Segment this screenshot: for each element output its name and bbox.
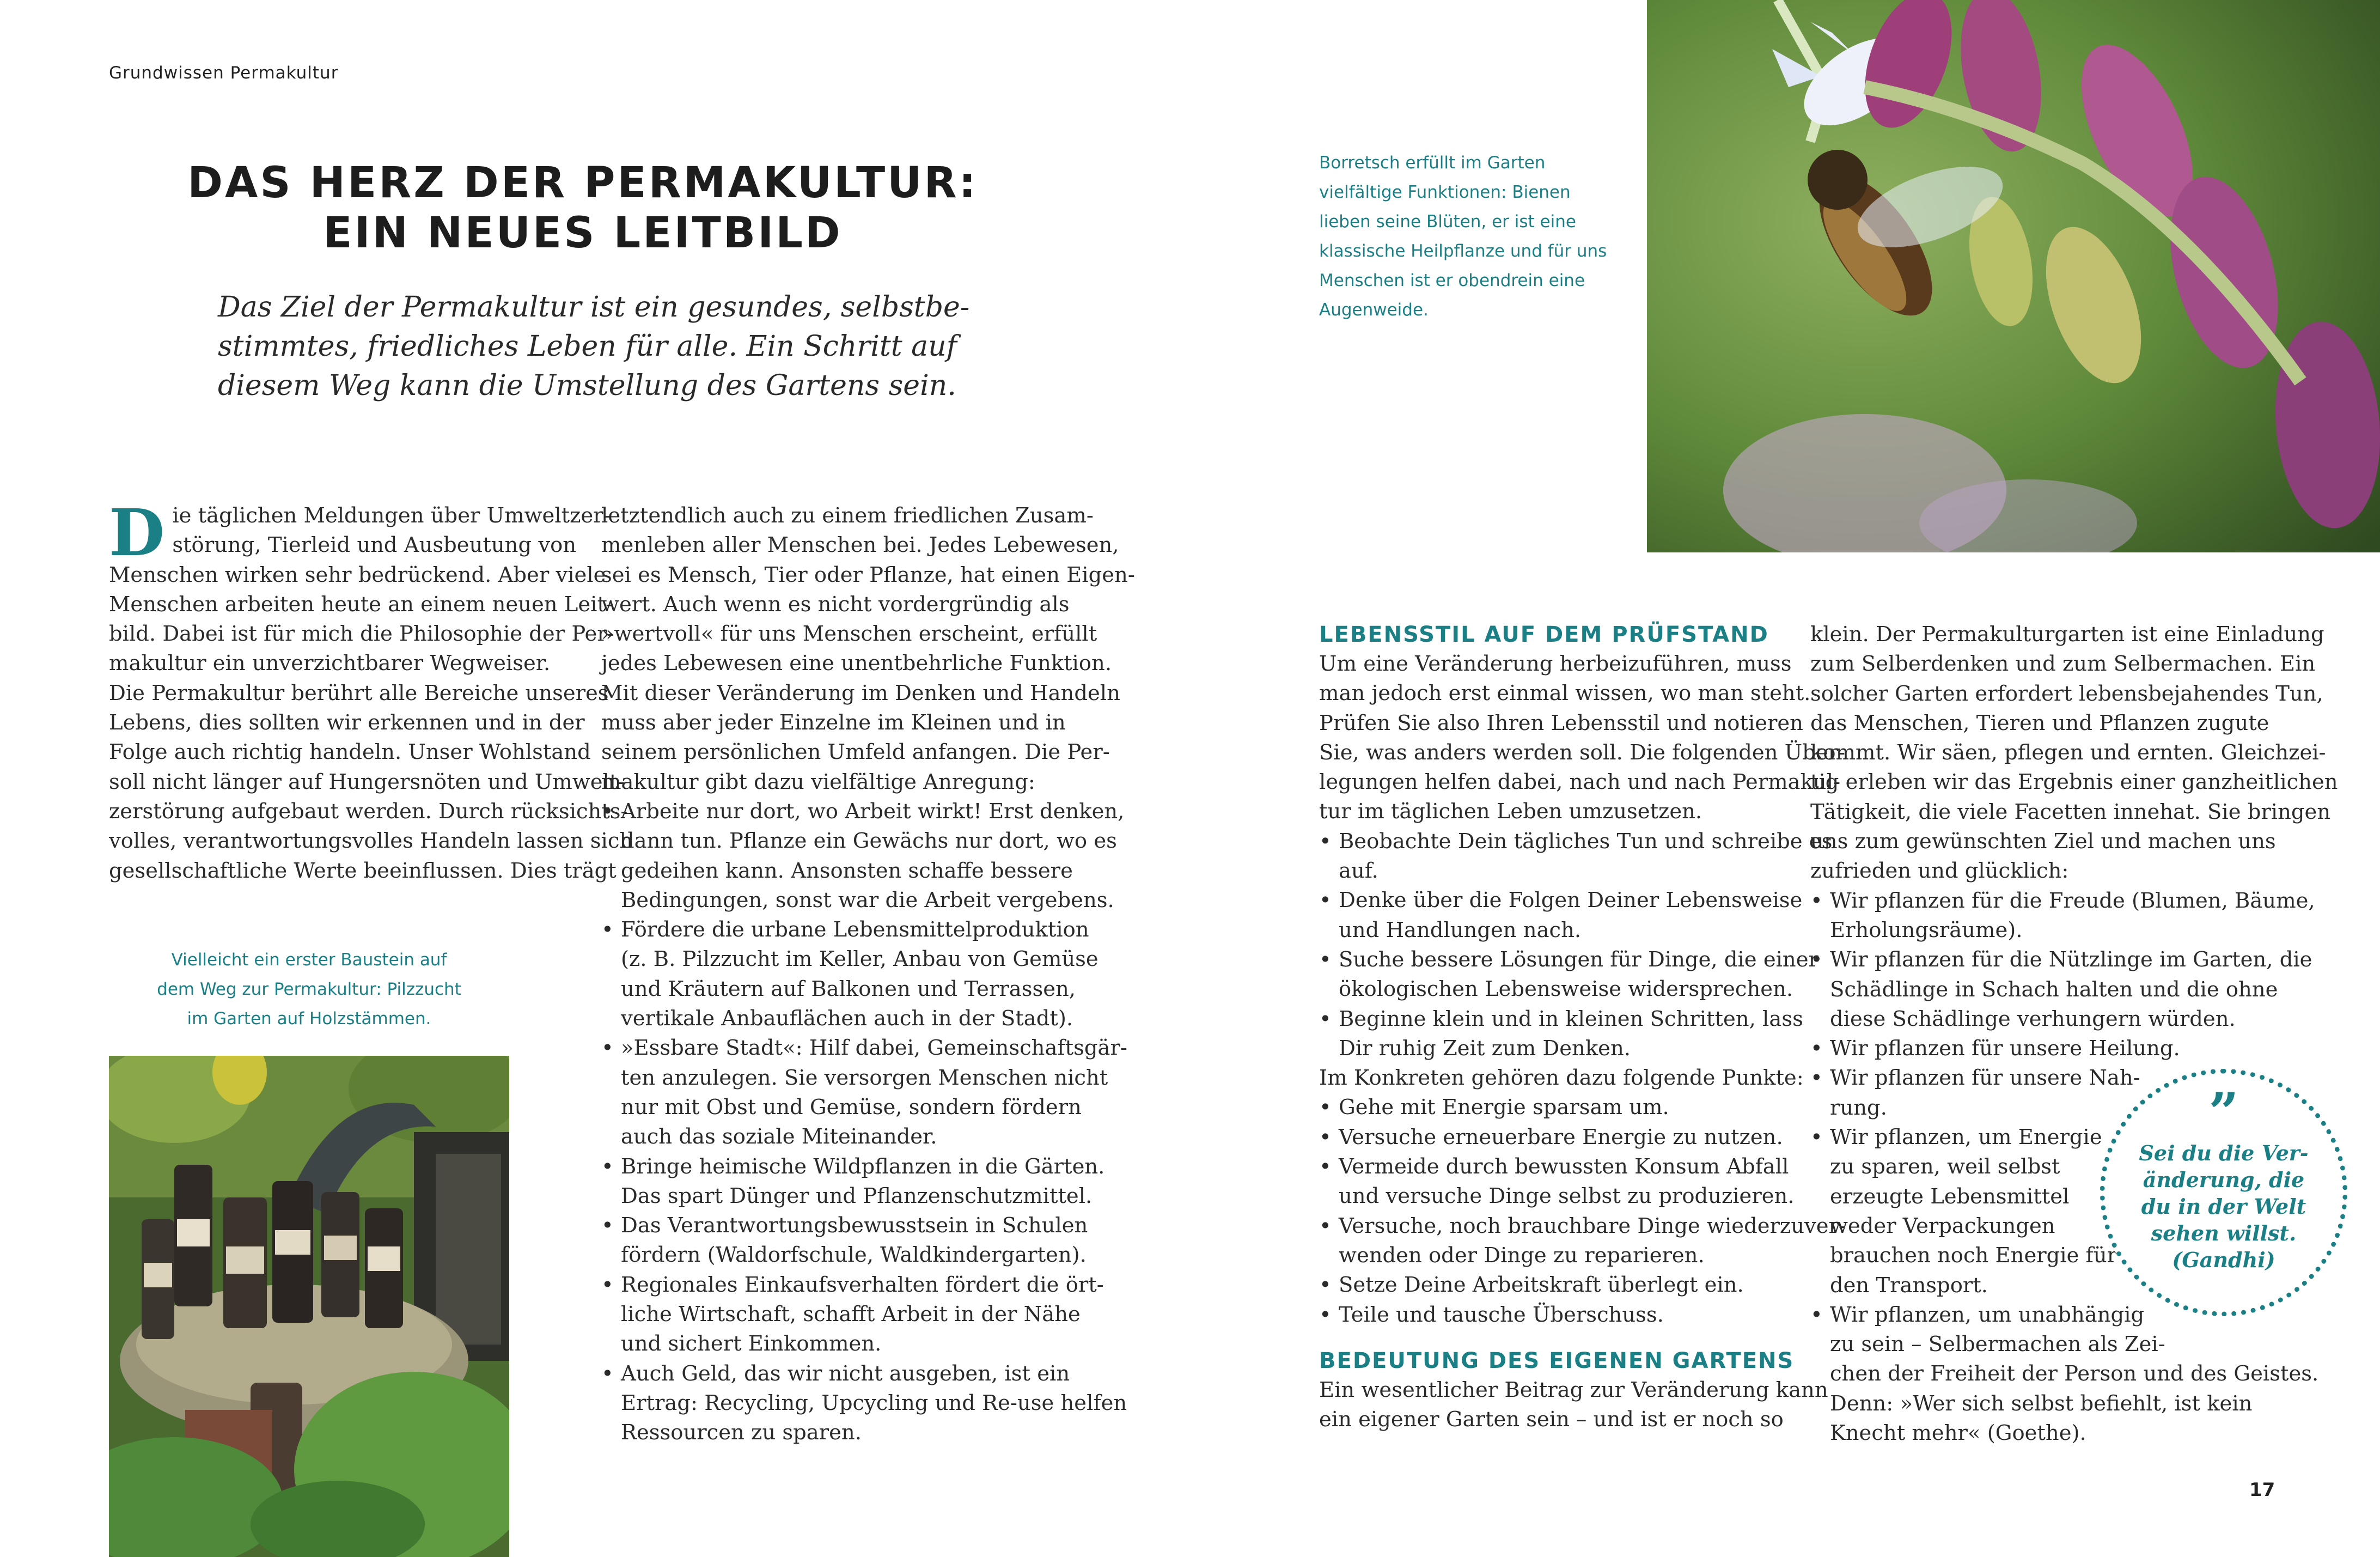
bullet-item: • Wir pflanzen für unsere Nah- [1810, 1063, 2279, 1093]
body-column-4 [1810, 620, 2338, 1448]
bullet-line: liche Wirtschaft, schafft Arbeit in der Nähe [621, 1302, 1081, 1327]
bullet-line: (z. B. Pilzzucht im Keller, Anbau von Gemüse [621, 947, 1099, 972]
bullet-line: Ressourcen zu sparen. [621, 1420, 862, 1445]
caption-line: Menschen ist er obendrein eine [1319, 271, 1585, 290]
mushroom-logs-photo [109, 1056, 509, 1557]
text-line: zum Selberdenken und zum Selbermachen. Ein [1810, 652, 2316, 677]
bullet-item: • Arbeite nur dort, wo Arbeit wirkt! Erst denken, [601, 797, 1070, 826]
bullet-line: Dir ruhig Zeit zum Denken. [1339, 1036, 1631, 1061]
text-line: Ein wesentlicher Beitrag zur Veränderung kann [1319, 1377, 1828, 1402]
bullet-item: • Wir pflanzen für unsere Heilung. [1810, 1034, 2279, 1063]
bullet-item: • Teile und tausche Überschuss. [1319, 1300, 1787, 1330]
lead-line: stimmtes, friedliches Leben für alle. Ein Schritt auf [218, 330, 957, 363]
borage-bee-illustration [1647, 0, 2380, 552]
bullet-line: wenden oder Dinge zu reparieren. [1339, 1243, 1705, 1268]
body-column-3 [1319, 620, 1846, 1434]
bullet-line: Ertrag: Recycling, Upcycling und Re-use helfen [621, 1390, 1127, 1415]
caption-line: klassische Heilpflanze und für uns [1319, 241, 1607, 261]
quote-line: sehen willst. [2151, 1220, 2297, 1245]
bullet-line: und Handlungen nach. [1339, 917, 1582, 942]
text-line: tur im täglichen Leben umzusetzen. [1319, 799, 1702, 824]
caption-line: im Garten auf Holzstämmen. [187, 1009, 431, 1029]
text-line: soll nicht länger auf Hungersnöten und Umwelt- [109, 769, 625, 794]
bullet-item: • Versuche, noch brauchbare Dinge wiederzuver- [1319, 1212, 1787, 1241]
text-line: Lebens, dies sollten wir erkennen und in der [109, 710, 585, 735]
text-line: man jedoch erst einmal wissen, wo man steht. [1319, 681, 1811, 706]
caption-line: dem Weg zur Permakultur: Pilzzucht [157, 980, 461, 999]
caption-line: lieben seine Blüten, er ist eine [1319, 212, 1576, 232]
section-heading-lifestyle: LEBENSSTIL AUF DEM PRÜFSTAND [1319, 622, 1769, 647]
bullet-line: fördern (Waldorfschule, Waldkindergarten). [621, 1243, 1087, 1268]
quote-mark-icon: ” [2208, 1081, 2239, 1143]
bullet-item: • Bringe heimische Wildpflanzen in die Gärten. [601, 1152, 1070, 1182]
caption-line: Borretsch erfüllt im Garten [1319, 153, 1546, 173]
page-title [180, 158, 986, 258]
text-line: volles, verantwortungsvolles Handeln lassen sich [109, 829, 633, 854]
bullet-item: • Regionales Einkaufsverhalten fördert die ört- [601, 1270, 1070, 1300]
bullet-line: Schädlinge in Schach halten und die ohne [1830, 977, 2278, 1002]
text-line: makultur gibt dazu vielfältige Anregung: [601, 769, 1035, 794]
caption-line: Vielleicht ein erster Baustein auf [171, 950, 447, 970]
bullet-line: auch das soziale Miteinander. [621, 1124, 937, 1149]
text-line: jedes Lebewesen eine unentbehrliche Funktion. [601, 651, 1112, 676]
text-line: Tätigkeit, die viele Facetten innehat. Sie bringen [1810, 799, 2331, 824]
quote-text [2139, 1140, 2308, 1273]
text-line: sei es Mensch, Tier oder Pflanze, hat einen Eigen- [601, 562, 1135, 587]
text-line: gesellschaftliche Werte beeinflussen. Dies trägt [109, 858, 617, 883]
body-column-1 [109, 495, 633, 886]
bullet-item: • Wir pflanzen, um Energie [1810, 1123, 2279, 1152]
bullet-line: Bedingungen, sonst war die Arbeit vergebens. [621, 887, 1114, 913]
bullet-line: und Kräutern auf Balkonen und Terrassen, [621, 976, 1076, 1001]
bullet-line: diese Schädlinge verhungern würden. [1830, 1006, 2236, 1031]
bullet-line: nur mit Obst und Gemüse, sondern fördern [621, 1094, 1082, 1120]
lead-paragraph [218, 288, 970, 405]
bullet-line: dann tun. Pflanze ein Gewächs nur dort, wo es [621, 829, 1117, 854]
bullet-item: • Versuche erneuerbare Energie zu nutzen. [1319, 1123, 1787, 1152]
text-line: makultur ein unverzichtbarer Wegweiser. [109, 651, 551, 676]
borage-bee-photo [1647, 0, 2380, 552]
quote-line: (Gandhi) [2172, 1247, 2275, 1272]
bullet-line: und sichert Einkommen. [621, 1331, 882, 1357]
text-line: kommt. Wir säen, pflegen und ernten. Gleichzei- [1810, 740, 2326, 765]
bullet-line: vertikale Anbauflächen auch in der Stadt). [621, 1006, 1073, 1031]
bullet-item: • Suche bessere Lösungen für Dinge, die einer [1319, 945, 1787, 975]
text-line: Menschen arbeiten heute an einem neuen Leit- [109, 592, 613, 617]
bullet-line: ten anzulegen. Sie versorgen Menschen nicht [621, 1065, 1108, 1090]
title-line: DAS HERZ DER PERMAKULTUR: [187, 159, 978, 208]
text-line: solcher Garten erfordert lebensbejahendes Tun, [1810, 681, 2323, 706]
text-line: Die Permakultur berührt alle Bereiche unseres [109, 680, 609, 705]
text-line: Sie, was anders werden soll. Die folgenden Über- [1319, 740, 1845, 765]
body-column-2 [601, 501, 1135, 1448]
bullet-line: zu sein – Selbermachen als Zei- [1830, 1332, 2165, 1357]
bullet-item: • Beginne klein und in kleinen Schritten, lass [1319, 1005, 1787, 1034]
text-line: Mit dieser Veränderung im Denken und Handeln [601, 680, 1120, 705]
text-line: bild. Dabei ist für mich die Philosophie der Per- [109, 622, 614, 647]
bullet-line: zu sparen, weil selbst [1830, 1154, 2060, 1179]
text-line: seinem persönlichen Umfeld anfangen. Die Per- [601, 740, 1110, 765]
text-line: das Menschen, Tieren und Pflanzen zugute [1810, 710, 2269, 735]
bullet-line: weder Verpackungen [1830, 1213, 2055, 1238]
bullet-item: • Auch Geld, das wir nicht ausgeben, ist ein [601, 1359, 1070, 1389]
page-number: 17 [2249, 1479, 2275, 1501]
drop-cap: D [109, 495, 165, 570]
title-line: EIN NEUES LEITBILD [323, 209, 843, 258]
bullet-line: Erholungsräume). [1830, 917, 2023, 942]
bullet-item: • Wir pflanzen, um unabhängig [1810, 1300, 2279, 1330]
lead-line: diesem Weg kann die Umstellung des Gartens sein. [218, 369, 956, 402]
text-line: ie täglichen Meldungen über Umweltzer- [172, 503, 611, 528]
text-line: Im Konkreten gehören dazu folgende Punkte: [1319, 1066, 1804, 1091]
text-line: letztendlich auch zu einem friedlichen Zusam- [601, 503, 1094, 528]
caption-line: Augenweide. [1319, 300, 1429, 320]
bullet-line: chen der Freiheit der Person und des Geistes. [1830, 1361, 2319, 1386]
text-line: wert. Auch wenn es nicht vordergründig als [601, 592, 1070, 617]
text-line: zerstörung aufgebaut werden. Durch rücksichts- [109, 799, 628, 824]
caption-borage-photo [1319, 148, 1635, 325]
bullet-item: • Wir pflanzen für die Nützlinge im Garten, die [1810, 945, 2279, 975]
bullet-line: Denn: »Wer sich selbst befiehlt, ist kein [1830, 1391, 2253, 1416]
text-line: Menschen wirken sehr bedrückend. Aber viele [109, 562, 606, 587]
mushroom-logs-illustration [109, 1056, 509, 1557]
bullet-item: • Gehe mit Energie sparsam um. [1319, 1093, 1787, 1122]
text-line: tig erleben wir das Ergebnis einer ganzheitlichen [1810, 770, 2338, 795]
bullet-line: gedeihen kann. Ansonsten schaffe bessere [621, 858, 1073, 883]
caption-line: vielfältige Funktionen: Bienen [1319, 183, 1571, 202]
text-line: »wertvoll« für uns Menschen erscheint, erfüllt [601, 622, 1097, 647]
running-head: Grundwissen Permakultur [109, 63, 339, 83]
bullet-line: Das spart Dünger und Pflanzenschutzmittel. [621, 1183, 1093, 1208]
pull-quote [2100, 1069, 2347, 1316]
caption-mushroom-photo [109, 945, 509, 1033]
quote-line: änderung, die [2143, 1167, 2305, 1192]
bullet-line: ökologischen Lebensweise widersprechen. [1339, 977, 1793, 1002]
text-line: klein. Der Permakulturgarten ist eine Einladung [1810, 622, 2324, 647]
quote-line: du in der Welt [2141, 1194, 2306, 1219]
section-heading-garden: BEDEUTUNG DES EIGENEN GARTENS [1319, 1348, 1795, 1373]
bullet-item: • Setze Deine Arbeitskraft überlegt ein. [1319, 1270, 1787, 1300]
quote-line: Sei du die Ver- [2139, 1140, 2309, 1165]
text-line: Prüfen Sie also Ihren Lebensstil und notieren [1319, 710, 1803, 735]
bullet-line: brauchen noch Energie für [1830, 1243, 2117, 1268]
text-line: legungen helfen dabei, nach und nach Permakul- [1319, 770, 1841, 795]
bullet-item: • Das Verantwortungsbewusstsein in Schulen [601, 1211, 1070, 1240]
text-line: Folge auch richtig handeln. Unser Wohlstand [109, 740, 591, 765]
text-line: zufrieden und glücklich: [1810, 859, 2069, 884]
bullet-line: und versuche Dinge selbst zu produzieren. [1339, 1184, 1795, 1209]
lead-line: Das Ziel der Permakultur ist ein gesundes, selbstbe- [218, 291, 970, 324]
text-line: muss aber jeder Einzelne im Kleinen und in [601, 710, 1066, 735]
bullet-item: • Vermeide durch bewussten Konsum Abfall [1319, 1152, 1787, 1182]
bullet-item: • Denke über die Folgen Deiner Lebensweise [1319, 886, 1787, 915]
bullet-item: • Wir pflanzen für die Freude (Blumen, Bäume, [1810, 886, 2279, 916]
bullet-line: Knecht mehr« (Goethe). [1830, 1421, 2086, 1446]
bullet-line: auf. [1339, 859, 1378, 884]
bullet-item: • »Essbare Stadt«: Hilf dabei, Gemeinschaftsgär- [601, 1033, 1070, 1063]
bullet-line: erzeugte Lebensmittel [1830, 1184, 2070, 1209]
bullet-line: rung. [1830, 1095, 1887, 1120]
bullet-line: den Transport. [1830, 1273, 1988, 1298]
text-line: uns zum gewünschten Ziel und machen uns [1810, 829, 2276, 854]
text-line: Um eine Veränderung herbeizuführen, muss [1319, 652, 1792, 676]
bullet-item: • Fördere die urbane Lebensmittelproduktion [601, 915, 1070, 945]
text-line: ein eigener Garten sein – und ist er noch so [1319, 1407, 1784, 1432]
bullet-item: • Beobachte Dein tägliches Tun und schreibe es [1319, 827, 1787, 856]
text-line: störung, Tierleid und Ausbeutung von [172, 533, 577, 558]
text-line: menleben aller Menschen bei. Jedes Lebewesen, [601, 533, 1119, 558]
